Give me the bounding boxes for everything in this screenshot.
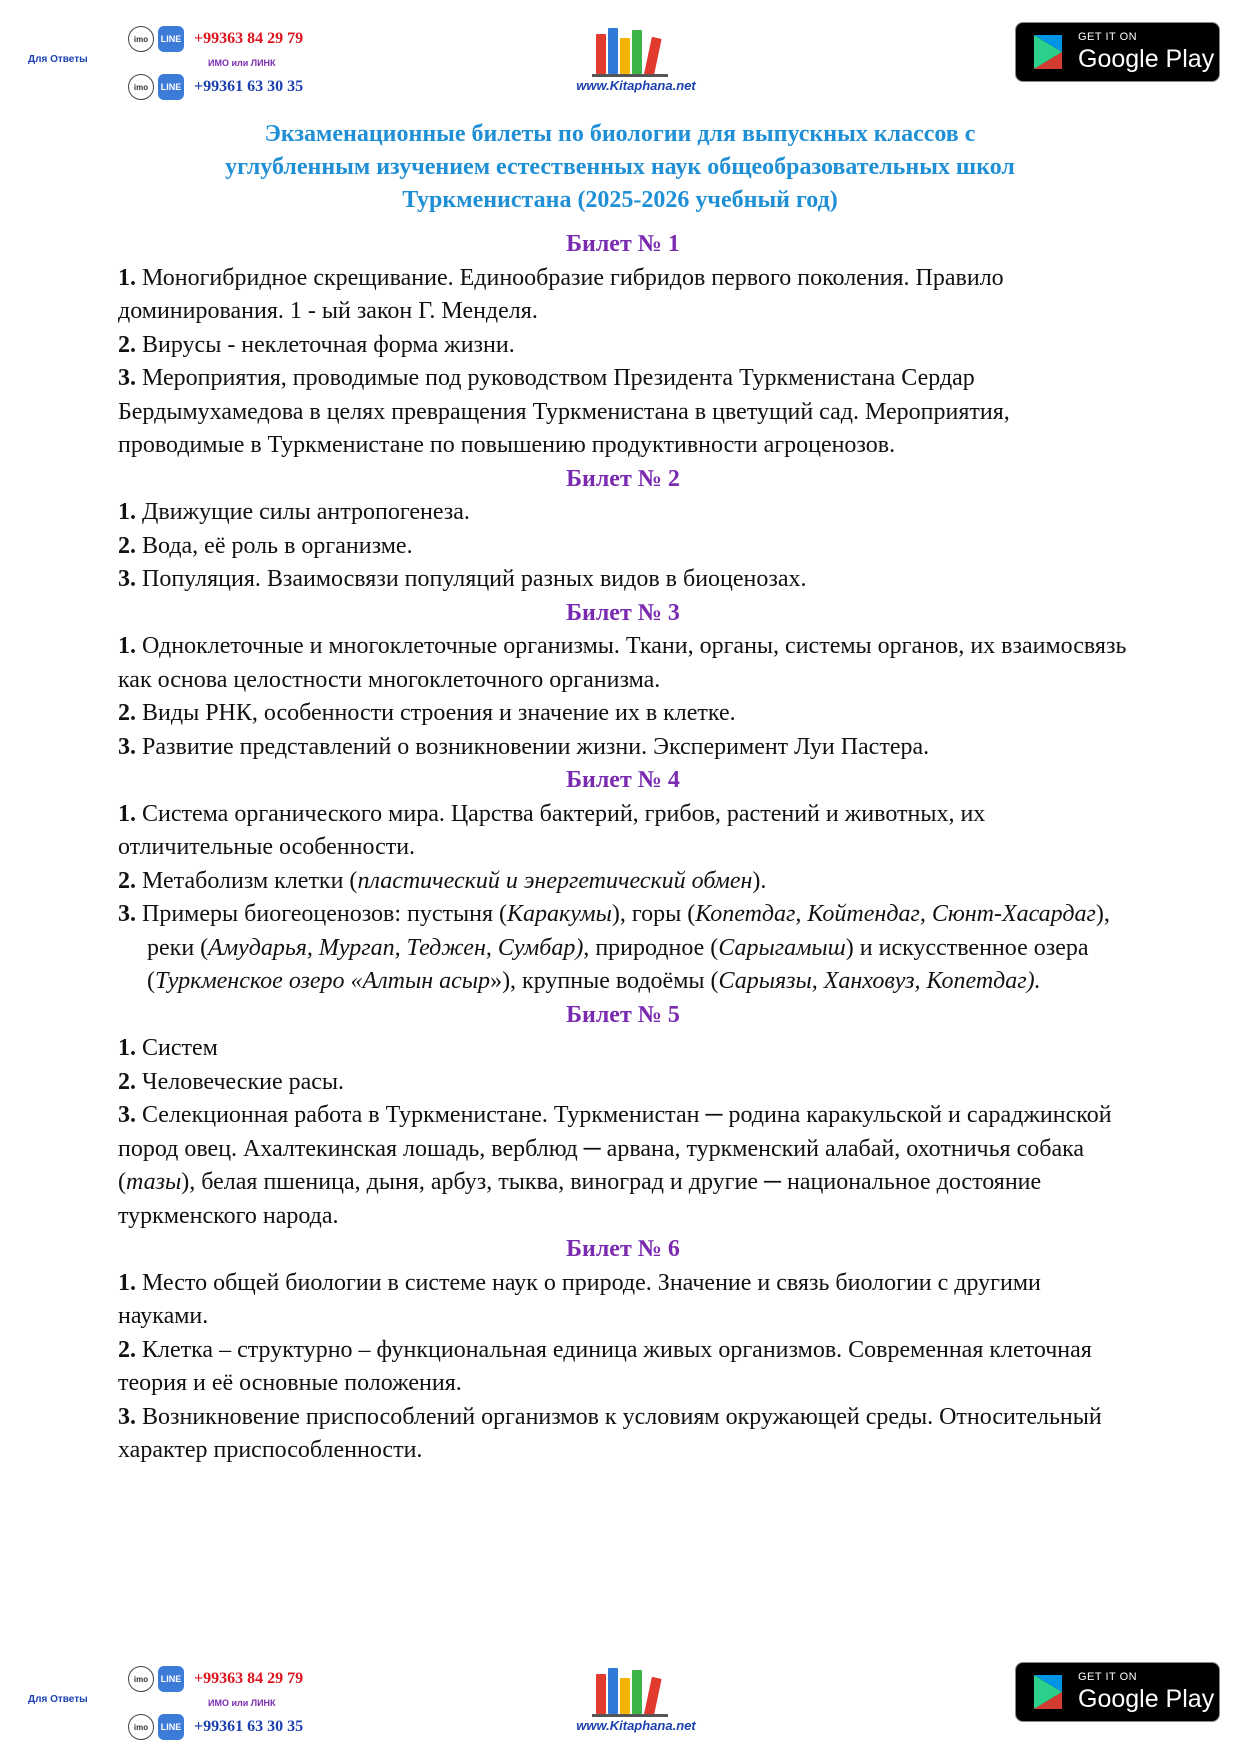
imo-icon[interactable]: imo	[128, 1666, 154, 1692]
italic-run: Копетдаг, Койтендаг, Сюнт-Хасардаг	[695, 901, 1096, 927]
imo-or-line-note: ИМО или ЛИНК	[208, 58, 276, 68]
question: 3. Возникновение приспособлений организмов к условиям окружающей среды. Относительный характер приспособленности.	[118, 1403, 1102, 1463]
line-icon[interactable]: LINE	[158, 1714, 184, 1740]
books-logo-icon	[592, 22, 682, 82]
text-run: природное (	[589, 934, 719, 961]
question: 1. Систем	[118, 1035, 218, 1061]
text-run: ) и искусственное озера (	[147, 934, 1089, 994]
question: 2. Вирусы - неклеточная форма жизни.	[118, 331, 515, 358]
imo-icon[interactable]: imo	[128, 74, 154, 100]
page-header	[0, 10, 1240, 120]
ticket-heading: Билет № 6	[566, 1236, 680, 1262]
line-icon[interactable]: LINE	[158, 74, 184, 100]
line-icon[interactable]: LINE	[158, 26, 184, 52]
for-answers-label: Для Ответы	[28, 54, 88, 65]
question: 1. Движущие силы антропогенеза.	[118, 499, 470, 525]
google-play-badge[interactable]	[1015, 1662, 1220, 1722]
imo-icon[interactable]: imo	[128, 1714, 154, 1740]
site-link[interactable]: www.Kitaphana.net	[576, 1718, 696, 1733]
page-footer	[0, 1650, 1240, 1760]
ticket-heading: Билет № 2	[566, 465, 680, 492]
contact-block	[128, 22, 388, 104]
google-play-badge[interactable]	[1015, 22, 1220, 82]
imo-or-line-note: ИМО или ЛИНК	[208, 1698, 276, 1708]
text-run: Примеры биогеоценозов: пустыня (	[136, 901, 508, 927]
contact-block	[128, 1662, 388, 1744]
question: 3. Развитие представлений о возникновении жизни. Эксперимент Луи Пастера.	[118, 733, 930, 760]
question: 2. Метаболизм клетки (пластический и энергетический обмен).	[118, 867, 767, 894]
gplay-get-label: GET IT ON	[1078, 1671, 1138, 1683]
gplay-name-label: Google Play	[1078, 45, 1215, 73]
question: 1. Одноклеточные и многоклеточные организмы. Ткани, органы, системы органов, их взаимосвязь как основа целостности многоклеточного организма.	[118, 633, 1127, 693]
phone-number-2[interactable]: +99361 63 30 35	[194, 78, 304, 95]
italic-run: Туркменское озеро «Алтын асыр	[155, 968, 491, 994]
question: 2. Вода, её роль в организме.	[118, 532, 413, 559]
italic-run: Каракумы	[507, 901, 612, 927]
question: 3. Примеры биогеоценозов: пустыня (Каракумы), горы (Копетдаг, Койтендаг, Сюнт-Хасардаг), реки (Амударья, Мургап, Теджен, Сумбар), природное (Сарыгамыш) и искусственное озера (Туркменское озеро «Алтын асыр»), крупные водоёмы (Сарыязы, Ханховуз, Копетдаг).	[118, 901, 1110, 994]
text-run: ), горы (	[611, 901, 696, 927]
tickets-list	[118, 228, 1128, 1468]
text-run: ), реки (	[147, 901, 1110, 961]
phone-number-1[interactable]: +99363 84 29 79	[194, 30, 304, 47]
phone-number-1[interactable]: +99363 84 29 79	[194, 1670, 304, 1687]
title-line: Экзаменационные билеты по биологии для выпускных классов с	[264, 121, 976, 147]
question: 1. Моногибридное скрещивание. Единообразие гибридов первого поколения. Правило доминирования. 1 - ый закон Г. Менделя.	[118, 264, 1004, 324]
line-icon[interactable]: LINE	[158, 1666, 184, 1692]
document-title	[120, 118, 1120, 217]
question: 3. Селекционная работа в Туркменистане. Туркменистан ─ родина каракульской и сараджинской пород овец. Ахалтекинская лошадь, верблюд ─ арвана, туркменский алабай, охотничья собака (тазы), белая пшеница, дыня, арбуз, тыква, виноград и другие ─ национальное достояние туркменского народа.	[118, 1102, 1112, 1229]
gplay-get-label: GET IT ON	[1078, 31, 1138, 43]
gplay-name-label: Google Play	[1078, 1685, 1215, 1713]
italic-run: Амударья, Мургап, Теджен, Сумбар),	[208, 934, 590, 961]
ticket-heading: Билет № 3	[566, 599, 680, 626]
italic-run: Сарыязы, Ханховуз, Копетдаг).	[718, 968, 1041, 994]
question: 2. Виды РНК, особенности строения и значение их в клетке.	[118, 700, 736, 726]
question: 2. Человеческие расы.	[118, 1068, 345, 1095]
title-line: Туркменистана (2025-2026 учебный год)	[402, 187, 838, 213]
question: 3. Популяция. Взаимосвязи популяций разных видов в биоценозах.	[118, 566, 807, 592]
for-answers-label: Для Ответы	[28, 1694, 88, 1705]
books-logo-icon	[592, 1662, 682, 1722]
text-run: »), крупные водоёмы (	[490, 968, 719, 994]
question: 3. Мероприятия, проводимые под руководством Президента Туркменистана Сердар Бердымухамедова в целях превращения Туркменистана в цветущий сад. Мероприятия, проводимые в Туркменистане по повышению продуктивности агроценозов.	[118, 365, 1010, 458]
question: 2. Клетка – структурно – функциональная единица живых организмов. Современная клеточная теория и её основные положения.	[118, 1336, 1092, 1396]
site-link[interactable]: www.Kitaphana.net	[576, 78, 696, 93]
ticket-heading: Билет № 1	[566, 231, 680, 257]
phone-number-2[interactable]: +99361 63 30 35	[194, 1718, 304, 1735]
ticket-heading: Билет № 4	[566, 767, 680, 793]
imo-icon[interactable]: imo	[128, 26, 154, 52]
title-line: углубленным изучением естественных наук общеобразовательных школ	[225, 154, 1015, 180]
question: 1. Система органического мира. Царства бактерий, грибов, растений и животных, их отличительные особенности.	[118, 800, 986, 860]
italic-run: Сарыгамыш	[718, 934, 846, 961]
question: 1. Место общей биологии в системе наук о природе. Значение и связь биологии с другими науками.	[118, 1269, 1041, 1329]
ticket-heading: Билет № 5	[566, 1001, 680, 1028]
